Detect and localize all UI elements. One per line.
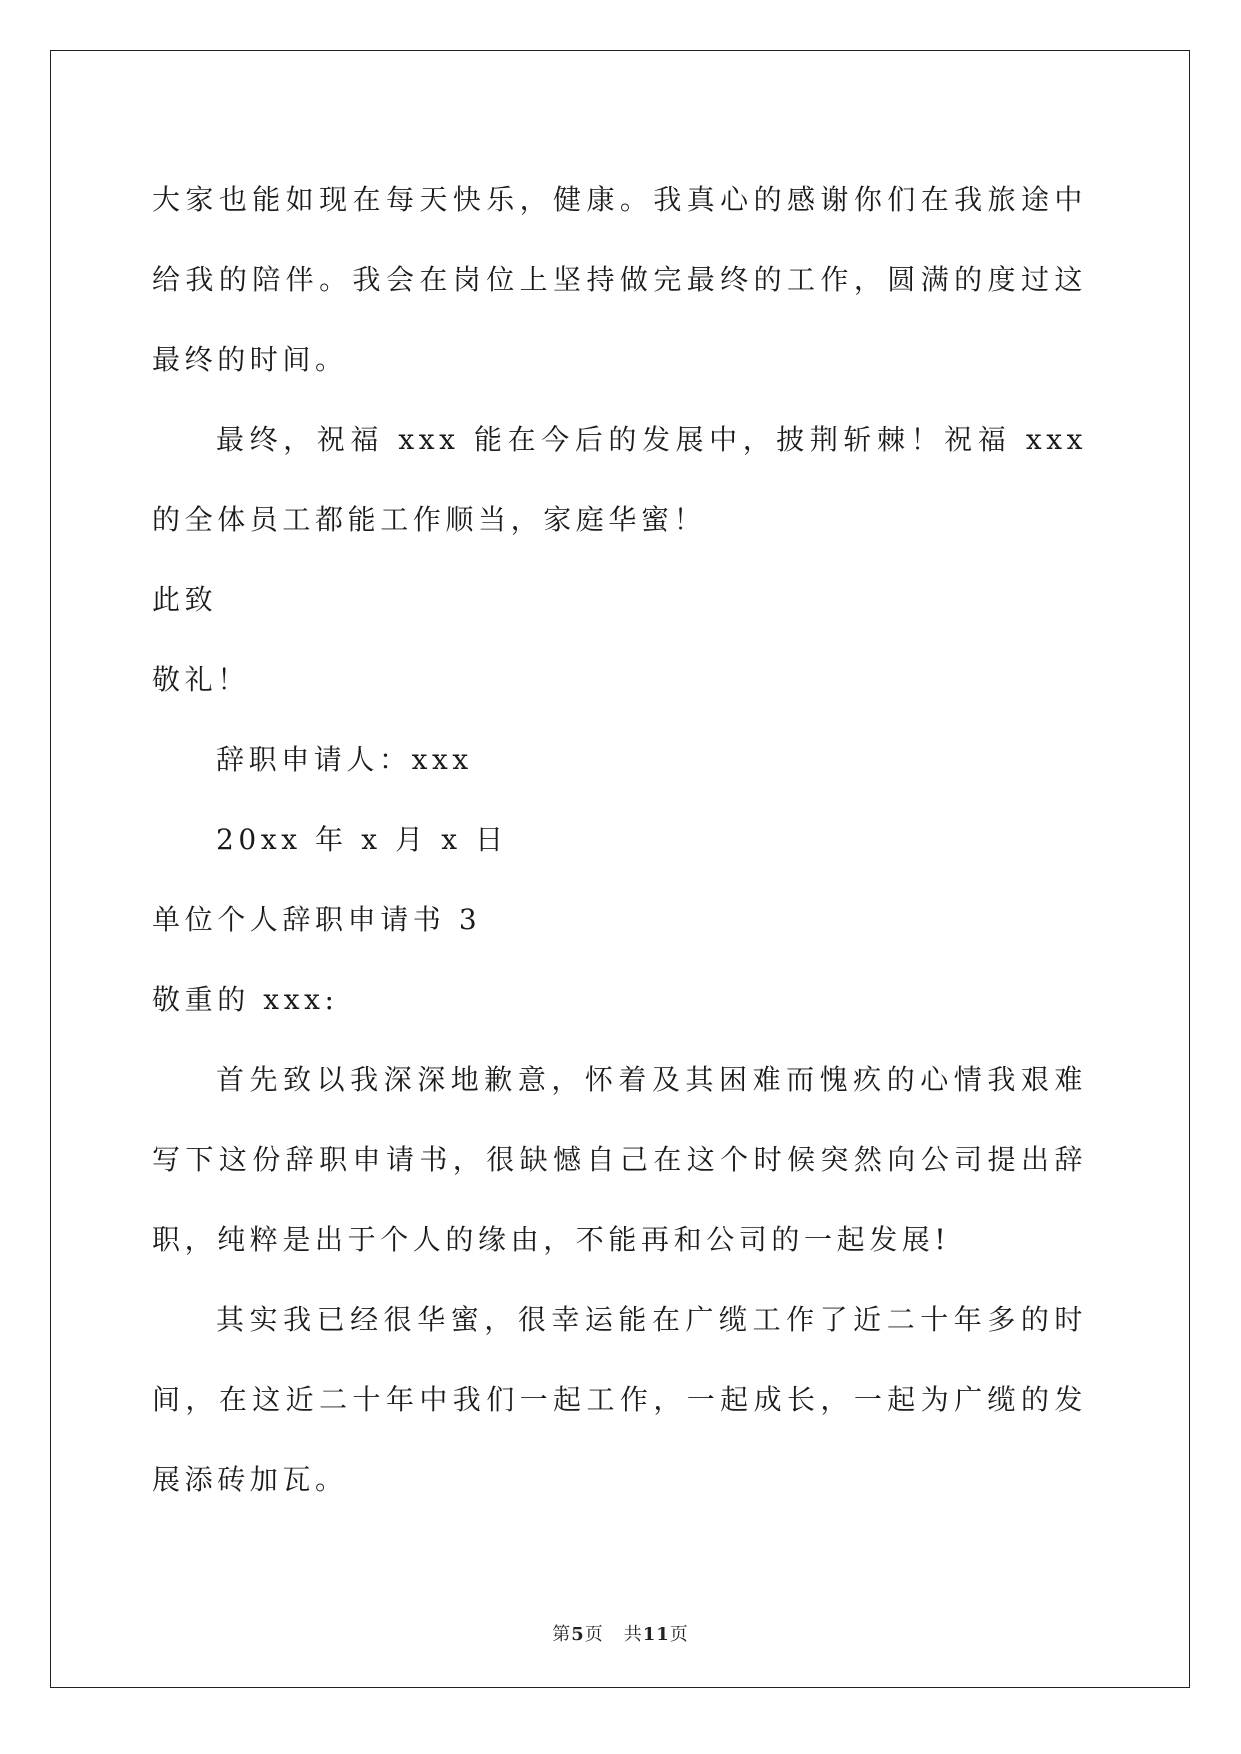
page-footer [0,1620,1241,1646]
paragraph-apology: 首先致以我深深地歉意，怀着及其困难而愧疚的心情我艰难写下这份辞职申请书，很缺憾自己在这个时候突然向公司提出辞职，纯粹是出于个人的缘由，不能再和公司的一起发展! [152,1063,1087,1256]
signature-applicant: 辞职申请人：xxx [216,743,473,776]
page-unit: 页 [584,1624,604,1645]
signature-date: 20xx 年 x 月 x 日 [216,823,508,856]
document-body [152,160,1087,1520]
paragraph-blessing: 最终，祝福 xxx 能在今后的发展中，披荆斩棘！祝福 xxx 的全体员工都能工作顺当，家庭华蜜！ [152,423,1087,536]
page-prefix: 第 [552,1624,572,1645]
total-unit: 页 [669,1624,689,1645]
salutation-cizhi: 此致 [152,583,218,616]
section-heading: 单位个人辞职申请书 3 [152,903,482,936]
paragraph-closing-thanks: 大家也能如现在每天快乐，健康。我真心的感谢你们在我旅途中给我的陪伴。我会在岗位上坚持做完最终的工作，圆满的度过这最终的时间。 [152,183,1087,376]
letter-greeting: 敬重的 xxx: [152,983,339,1016]
page-current: 5 [571,1624,585,1645]
salutation-jingli: 敬礼！ [152,663,250,696]
page-total: 11 [642,1624,670,1645]
total-prefix: 共 [623,1624,643,1645]
paragraph-gratitude: 其实我已经很华蜜，很幸运能在广缆工作了近二十年多的时间，在这近二十年中我们一起工作，一起成长，一起为广缆的发展添砖加瓦。 [152,1303,1087,1496]
